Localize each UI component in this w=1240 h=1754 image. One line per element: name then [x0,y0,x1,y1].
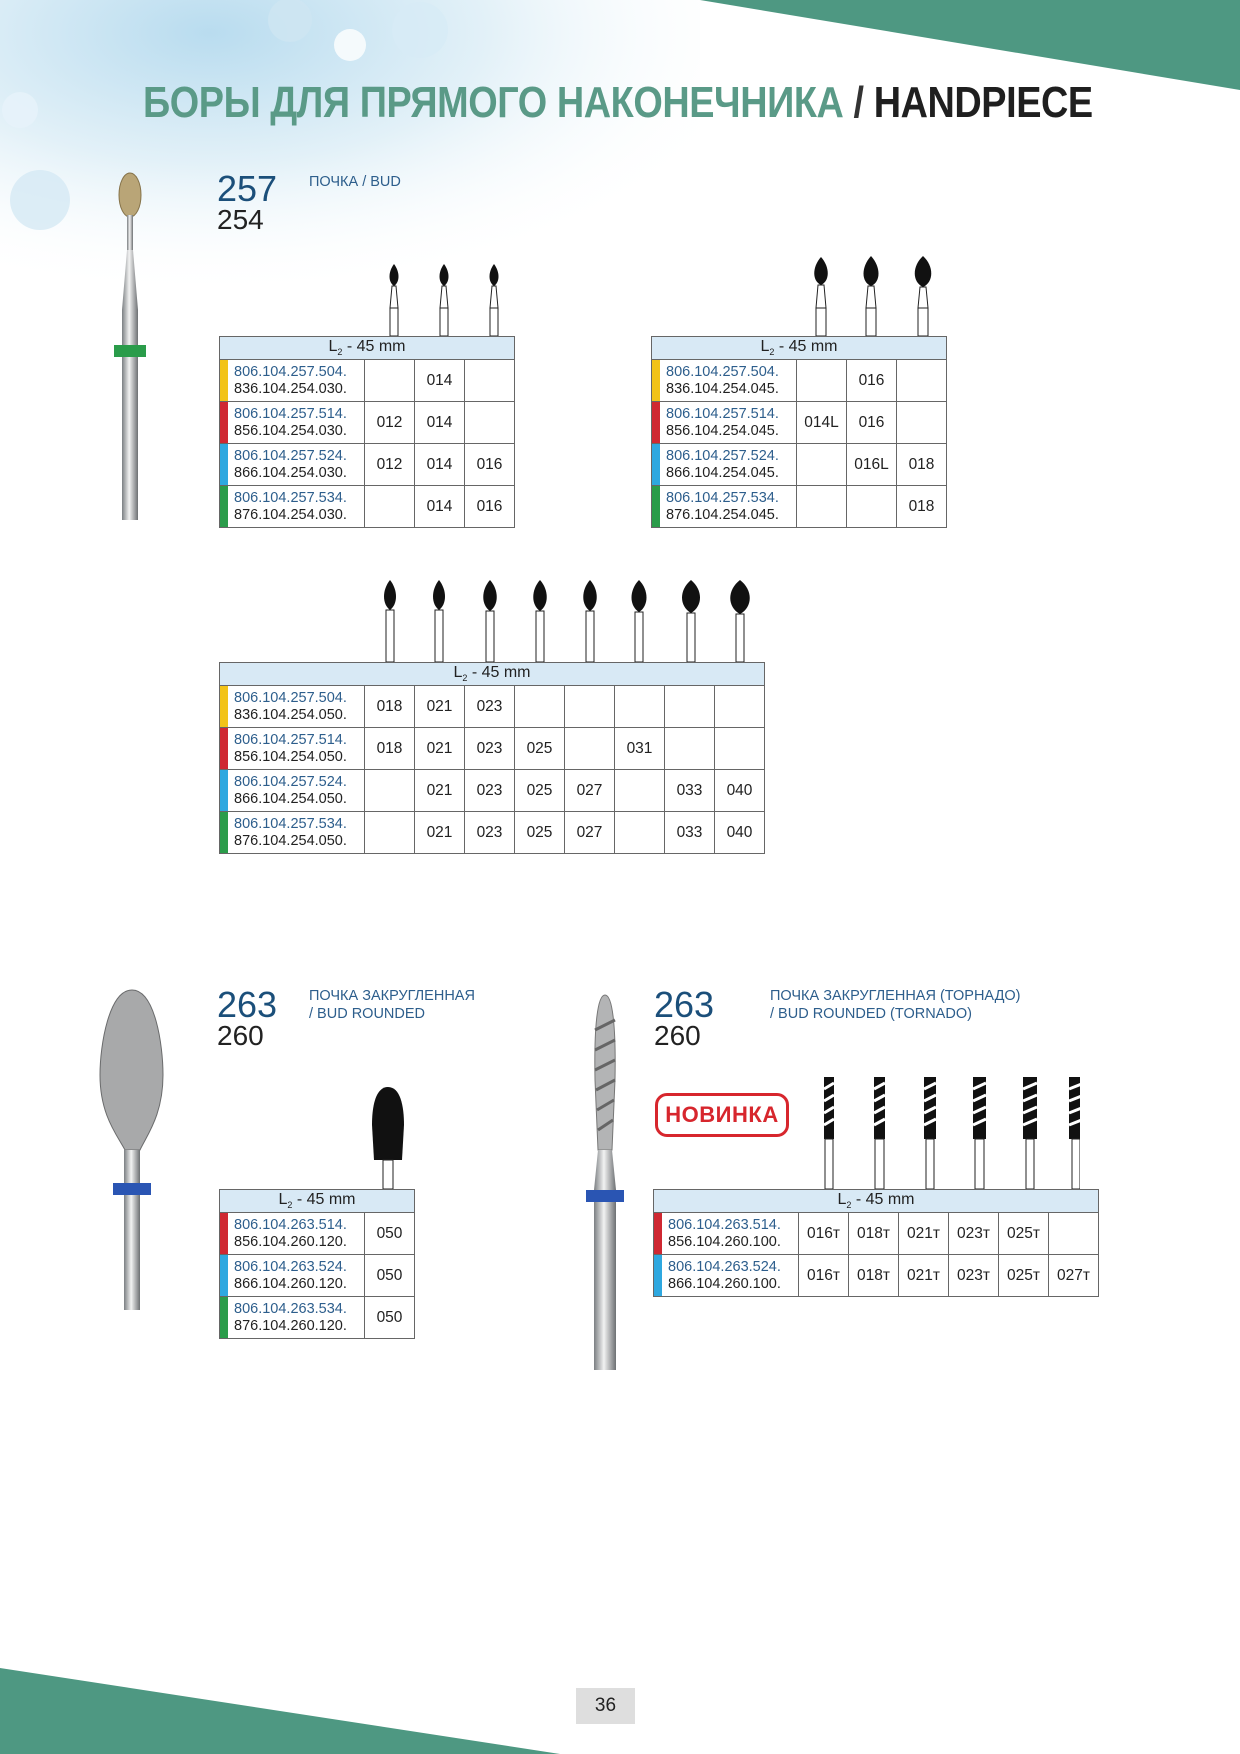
cell-text: 806.104.263.524. [234,1258,347,1275]
cell-text: 876.104.254.030. [234,506,347,523]
grit-color-stripe [654,1255,662,1296]
article-codes [220,728,365,770]
article-codes [220,770,365,812]
catalog-table-263-100-tornado [653,1189,1099,1297]
cell-text: 866.104.254.030. [234,464,347,481]
size-cell: 018 [897,486,947,528]
bur-photo-257 [100,170,160,540]
size-cell: 040 [715,770,765,812]
size-cell: 021 [415,686,465,728]
size-cell: 023 [465,770,515,812]
grit-color-stripe [652,444,660,485]
table-header [220,1190,415,1213]
size-cell [1049,1213,1099,1255]
size-cell: 018 [365,686,415,728]
grit-color-stripe [220,1255,228,1296]
table-row [652,486,947,528]
grit-color-stripe [220,728,228,769]
size-cell: 023т [949,1213,999,1255]
cell-text: 876.104.254.050. [234,832,347,849]
article-codes [220,1297,365,1339]
size-cell: 018т [849,1255,899,1297]
size-cell: 021 [415,728,465,770]
cell-text: 806.104.263.514. [668,1216,781,1233]
article-codes [652,402,797,444]
grit-color-stripe [220,402,228,443]
size-cell: 033 [665,812,715,854]
table-row [654,1255,1099,1297]
article-codes [654,1213,799,1255]
grit-color-stripe [220,1297,228,1338]
size-cell [615,686,665,728]
size-cell: 014 [415,444,465,486]
cell-text: 806.104.263.534. [234,1300,347,1317]
size-cell: 021 [415,770,465,812]
cell-text: 2 [846,1200,852,1211]
size-cell: 014 [415,402,465,444]
size-cell: 016 [465,486,515,528]
grit-color-stripe [220,486,228,527]
size-cell [665,728,715,770]
section-254-number: 254 [217,204,264,235]
title-russian: БОРЫ ДЛЯ ПРЯМОГО НАКОНЕЧНИКА [143,78,844,127]
table-row [652,402,947,444]
bur-silhouettes-table5 [810,1075,1080,1189]
section-263-tornado-label-en: / BUD ROUNDED (TORNADO) [770,1006,972,1022]
catalog-table-257-050 [219,662,765,854]
page-title [143,78,1093,128]
cell-text: 2 [287,1200,293,1211]
cell-text: 836.104.254.050. [234,706,347,723]
size-cell [797,360,847,402]
grit-color-stripe [652,360,660,401]
size-cell: 027 [565,770,615,812]
grit-color-stripe [220,360,228,401]
size-cell: 016т [799,1255,849,1297]
section-260-number: 260 [217,1020,264,1051]
cell-text: 806.104.257.534. [666,489,779,506]
title-english: HANDPIECE [873,78,1093,127]
cell-text: 856.104.260.100. [668,1233,781,1250]
size-cell: 021 [415,812,465,854]
article-codes [652,360,797,402]
table-row [220,360,515,402]
table-row [220,770,765,812]
cell-text: 2 [337,347,343,358]
article-codes [220,486,365,528]
size-cell: 023 [465,686,515,728]
size-cell: 050 [365,1297,415,1339]
cell-text: L [453,664,463,682]
size-cell [897,402,947,444]
tornado-burs [824,1077,1080,1189]
page-number: 36 [576,1688,635,1724]
size-cell: 016т [799,1213,849,1255]
table-header [220,663,765,686]
size-cell: 018 [365,728,415,770]
article-codes [220,686,365,728]
size-cell: 018т [849,1213,899,1255]
cell-text: 856.104.254.050. [234,748,347,765]
cell-text: 866.104.260.100. [668,1275,781,1292]
cell-text: 806.104.257.504. [234,689,347,706]
title-separator: / [853,78,864,127]
cell-text: - 45 mm [467,664,531,682]
table-row [220,686,765,728]
size-cell: 023 [465,728,515,770]
cell-text: 856.104.254.030. [234,422,347,439]
bur-silhouettes-table2 [795,253,945,336]
size-cell: 016L [847,444,897,486]
section-263-tornado-number: 263 [654,984,715,1025]
section-257-label: ПОЧКА / BUD [309,174,401,190]
table-row [220,1255,415,1297]
size-cell [715,686,765,728]
cell-text: 866.104.254.045. [666,464,779,481]
size-cell: 021т [899,1255,949,1297]
table-row [220,728,765,770]
section-263-tornado-label-ru: ПОЧКА ЗАКРУГЛЕННАЯ (ТОРНАДО) [770,988,1021,1004]
size-cell [615,812,665,854]
size-cell: 033 [665,770,715,812]
size-cell [615,770,665,812]
size-cell [665,686,715,728]
bur-silhouettes-table3 [368,578,768,662]
article-codes [220,1255,365,1297]
grit-color-stripe [220,770,228,811]
cell-text: L [837,1191,847,1209]
article-codes [652,486,797,528]
grit-color-stripe [654,1213,662,1254]
table-row [220,1297,415,1339]
cell-text: 836.104.254.045. [666,380,779,397]
cell-text: - 45 mm [774,338,838,356]
cell-text: L [278,1191,288,1209]
size-cell [797,486,847,528]
grit-color-stripe [220,444,228,485]
cell-text: 806.104.263.524. [668,1258,781,1275]
size-cell [365,812,415,854]
catalog-table-257-045 [651,336,947,528]
bur-photo-263 [95,985,170,1325]
size-cell: 025т [999,1255,1049,1297]
size-cell: 016 [465,444,515,486]
cell-text: 806.104.257.514. [234,405,347,422]
cell-text: - 45 mm [342,338,406,356]
section-257-number: 257 [217,168,278,209]
cell-text: 866.104.260.120. [234,1275,347,1292]
section-263-number: 263 [217,984,278,1025]
grit-color-stripe [652,486,660,527]
new-badge: НОВИНКА [655,1093,789,1137]
article-codes [654,1255,799,1297]
cell-text: L [760,338,770,356]
cell-text: 836.104.254.030. [234,380,347,397]
cell-text: 856.104.254.045. [666,422,779,439]
cell-text: 806.104.263.514. [234,1216,347,1233]
size-cell: 021т [899,1213,949,1255]
size-cell: 031 [615,728,665,770]
bur-silhouettes-table1 [370,258,520,336]
size-cell: 050 [365,1255,415,1297]
size-cell [465,360,515,402]
catalog-table-263-120 [219,1189,415,1339]
size-cell: 025 [515,728,565,770]
table-row [652,360,947,402]
section-263-label-en: / BUD ROUNDED [309,1006,426,1022]
article-codes [220,444,365,486]
cell-text: L [328,338,338,356]
cell-text: - 45 mm [292,1191,356,1209]
size-cell: 027 [565,812,615,854]
cell-text: 806.104.257.504. [234,363,347,380]
table-row [220,444,515,486]
size-cell [715,728,765,770]
article-codes [220,360,365,402]
table-header [654,1190,1099,1213]
article-codes [220,812,365,854]
bur-photo-263-tornado [580,990,630,1380]
size-cell [465,402,515,444]
size-cell [797,444,847,486]
size-cell: 018 [897,444,947,486]
size-cell: 027т [1049,1255,1099,1297]
grit-color-stripe [220,812,228,853]
table-row [220,1213,415,1255]
size-cell [897,360,947,402]
cell-text: 806.104.257.504. [666,363,779,380]
table-row [654,1213,1099,1255]
size-cell: 050 [365,1213,415,1255]
cell-text: 806.104.257.524. [234,773,347,790]
table-row [652,444,947,486]
cell-text: 2 [769,347,775,358]
size-cell: 040 [715,812,765,854]
cell-text: 2 [462,673,468,684]
size-cell: 025т [999,1213,1049,1255]
size-cell [565,728,615,770]
catalog-table-257-030 [219,336,515,528]
size-cell [847,486,897,528]
section-260-tornado-number: 260 [654,1020,701,1051]
grit-color-stripe [220,1213,228,1254]
cell-text: 806.104.257.534. [234,815,347,832]
table-header [652,337,947,360]
cell-text: 876.104.254.045. [666,506,779,523]
top-right-band [700,0,1240,90]
size-cell: 023т [949,1255,999,1297]
cell-text: 856.104.260.120. [234,1233,347,1250]
size-cell: 014L [797,402,847,444]
table-row [220,486,515,528]
size-cell: 016 [847,360,897,402]
size-cell: 023 [465,812,515,854]
cell-text: 806.104.257.514. [666,405,779,422]
table-row [220,402,515,444]
size-cell [515,686,565,728]
size-cell: 014 [415,360,465,402]
cell-text: - 45 mm [851,1191,915,1209]
bottom-left-band [0,1668,560,1754]
table-row [220,812,765,854]
cell-text: 806.104.257.514. [234,731,347,748]
size-cell: 012 [365,444,415,486]
size-cell: 025 [515,812,565,854]
article-codes [220,402,365,444]
grit-color-stripe [220,686,228,727]
size-cell: 016 [847,402,897,444]
bur-silhouette-table4 [368,1085,408,1189]
article-codes [220,1213,365,1255]
cell-text: 806.104.257.524. [666,447,779,464]
table-header [220,337,515,360]
size-cell [365,770,415,812]
article-codes [652,444,797,486]
section-263-label-ru: ПОЧКА ЗАКРУГЛЕННАЯ [309,988,475,1004]
size-cell: 025 [515,770,565,812]
size-cell: 014 [415,486,465,528]
cell-text: 806.104.257.524. [234,447,347,464]
size-cell [365,360,415,402]
cell-text: 876.104.260.120. [234,1317,347,1334]
grit-color-stripe [652,402,660,443]
size-cell: 012 [365,402,415,444]
cell-text: 806.104.257.534. [234,489,347,506]
cell-text: 866.104.254.050. [234,790,347,807]
size-cell [565,686,615,728]
size-cell [365,486,415,528]
